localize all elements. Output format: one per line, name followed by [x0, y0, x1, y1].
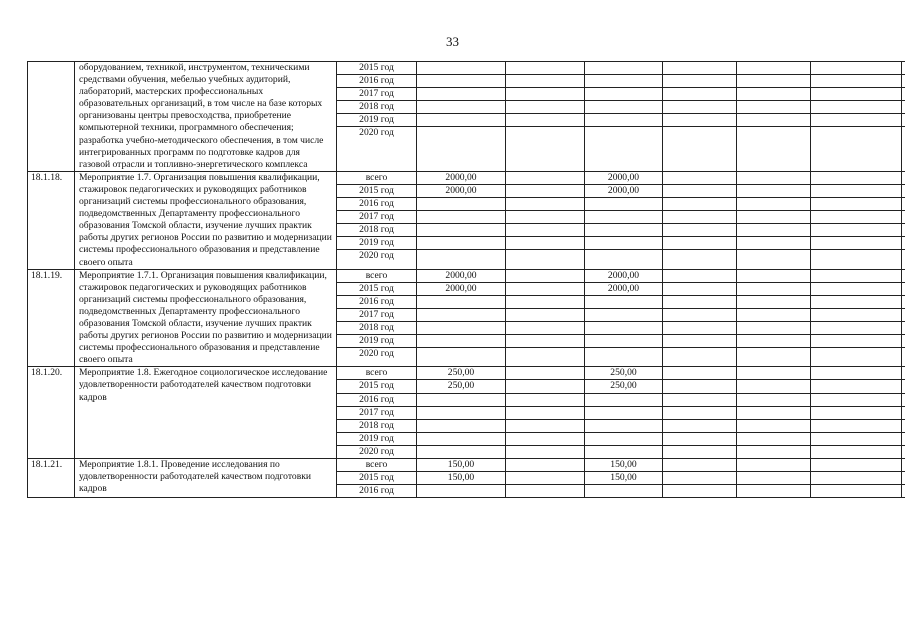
- empty-cell: [902, 62, 905, 75]
- empty-cell: [811, 184, 902, 197]
- empty-cell: [663, 445, 737, 458]
- empty-cell: [902, 114, 905, 127]
- program-activities-table: [27, 61, 905, 498]
- total-cell: [417, 406, 506, 419]
- total-cell: [417, 295, 506, 308]
- funding-cell-1: [506, 380, 585, 393]
- total-cell: [417, 432, 506, 445]
- funding-cell-1: [506, 432, 585, 445]
- funding-cell-1: [506, 237, 585, 250]
- empty-cell: [811, 406, 902, 419]
- empty-cell: [663, 101, 737, 114]
- total-cell: [417, 62, 506, 75]
- total-cell: 2000,00: [417, 269, 506, 282]
- table-row: [28, 171, 905, 184]
- funding-cell-2: [585, 308, 663, 321]
- empty-cell: [902, 198, 905, 211]
- funding-cell-2: [585, 211, 663, 224]
- empty-cell: [811, 101, 902, 114]
- empty-cell: [737, 198, 811, 211]
- period-cell: 2015 год: [337, 282, 417, 295]
- funding-cell-1: [506, 308, 585, 321]
- empty-cell: [663, 198, 737, 211]
- total-cell: [417, 335, 506, 348]
- period-cell: 2020 год: [337, 127, 417, 171]
- funding-cell-1: [506, 269, 585, 282]
- total-cell: [417, 445, 506, 458]
- funding-cell-1: [506, 406, 585, 419]
- empty-cell: [663, 308, 737, 321]
- funding-cell-1: [506, 321, 585, 334]
- funding-cell-2: [585, 432, 663, 445]
- empty-cell: [737, 419, 811, 432]
- empty-cell: [811, 88, 902, 101]
- total-cell: [417, 321, 506, 334]
- period-cell: 2016 год: [337, 75, 417, 88]
- funding-cell-2: [585, 237, 663, 250]
- empty-cell: [811, 367, 902, 380]
- empty-cell: [811, 224, 902, 237]
- total-cell: [417, 237, 506, 250]
- empty-cell: [737, 62, 811, 75]
- empty-cell: [663, 419, 737, 432]
- empty-cell: [902, 171, 905, 184]
- empty-cell: [737, 472, 811, 485]
- total-cell: 150,00: [417, 472, 506, 485]
- empty-cell: [902, 184, 905, 197]
- funding-cell-2: [585, 485, 663, 498]
- funding-cell-2: [585, 224, 663, 237]
- empty-cell: [663, 472, 737, 485]
- empty-cell: [737, 485, 811, 498]
- total-cell: 2000,00: [417, 282, 506, 295]
- empty-cell: [811, 321, 902, 334]
- period-cell: 2017 год: [337, 308, 417, 321]
- total-cell: [417, 250, 506, 269]
- total-cell: [417, 127, 506, 171]
- funding-cell-2: [585, 295, 663, 308]
- funding-cell-1: [506, 88, 585, 101]
- empty-cell: [811, 62, 902, 75]
- empty-cell: [902, 472, 905, 485]
- period-cell: 2018 год: [337, 419, 417, 432]
- funding-cell-1: [506, 184, 585, 197]
- empty-cell: [663, 393, 737, 406]
- period-cell: 2015 год: [337, 380, 417, 393]
- empty-cell: [737, 184, 811, 197]
- total-cell: 150,00: [417, 459, 506, 472]
- empty-cell: [902, 459, 905, 472]
- empty-cell: [811, 171, 902, 184]
- empty-cell: [737, 75, 811, 88]
- empty-cell: [811, 348, 902, 367]
- funding-cell-1: [506, 198, 585, 211]
- period-cell: всего: [337, 171, 417, 184]
- empty-cell: [811, 472, 902, 485]
- empty-cell: [902, 237, 905, 250]
- empty-cell: [902, 432, 905, 445]
- total-cell: [417, 308, 506, 321]
- empty-cell: [811, 250, 902, 269]
- total-cell: [417, 114, 506, 127]
- activity-description: Мероприятие 1.8.1. Проведение исследования по удовлетворенности работодателей качеством подготовки кадров: [75, 459, 337, 498]
- period-cell: 2020 год: [337, 445, 417, 458]
- empty-cell: [902, 269, 905, 282]
- total-cell: [417, 198, 506, 211]
- empty-cell: [737, 459, 811, 472]
- empty-cell: [902, 485, 905, 498]
- empty-cell: [811, 237, 902, 250]
- empty-cell: [737, 127, 811, 171]
- empty-cell: [811, 211, 902, 224]
- period-cell: 2019 год: [337, 335, 417, 348]
- period-cell: всего: [337, 459, 417, 472]
- funding-cell-2: [585, 62, 663, 75]
- funding-cell-2: [585, 101, 663, 114]
- funding-cell-1: [506, 485, 585, 498]
- empty-cell: [902, 348, 905, 367]
- period-cell: 2020 год: [337, 250, 417, 269]
- empty-cell: [902, 224, 905, 237]
- empty-cell: [811, 127, 902, 171]
- empty-cell: [902, 406, 905, 419]
- funding-cell-1: [506, 472, 585, 485]
- empty-cell: [663, 114, 737, 127]
- empty-cell: [663, 367, 737, 380]
- empty-cell: [737, 335, 811, 348]
- funding-cell-1: [506, 250, 585, 269]
- empty-cell: [737, 432, 811, 445]
- empty-cell: [902, 367, 905, 380]
- empty-cell: [811, 393, 902, 406]
- empty-cell: [737, 250, 811, 269]
- funding-cell-2: [585, 445, 663, 458]
- funding-cell-1: [506, 101, 585, 114]
- period-cell: 2016 год: [337, 393, 417, 406]
- empty-cell: [811, 335, 902, 348]
- funding-cell-2: 250,00: [585, 380, 663, 393]
- total-cell: 2000,00: [417, 184, 506, 197]
- empty-cell: [902, 393, 905, 406]
- empty-cell: [811, 432, 902, 445]
- activity-description: Мероприятие 1.7.1. Организация повышения квалификации, стажировок педагогических и руководящих работников организаций системы профессионального образования, подведомственных Департаменту профессионального образования Томской области, изучение лучших практик работы других регионов России по развитию и модернизации системы профессионального образования и представление своего опыта: [75, 269, 337, 367]
- funding-cell-1: [506, 282, 585, 295]
- empty-cell: [737, 171, 811, 184]
- empty-cell: [811, 485, 902, 498]
- period-cell: всего: [337, 269, 417, 282]
- funding-cell-2: 150,00: [585, 459, 663, 472]
- table-row: [28, 269, 905, 282]
- period-cell: 2016 год: [337, 198, 417, 211]
- funding-cell-2: [585, 406, 663, 419]
- funding-cell-1: [506, 114, 585, 127]
- funding-cell-2: [585, 250, 663, 269]
- period-cell: 2015 год: [337, 184, 417, 197]
- activity-description: Мероприятие 1.8. Ежегодное социологическое исследование удовлетворенности работодателей качеством подготовки кадров: [75, 367, 337, 459]
- period-cell: 2017 год: [337, 88, 417, 101]
- empty-cell: [663, 184, 737, 197]
- period-cell: 2016 год: [337, 485, 417, 498]
- table-row: [28, 62, 905, 75]
- funding-cell-1: [506, 127, 585, 171]
- funding-cell-1: [506, 335, 585, 348]
- total-cell: [417, 75, 506, 88]
- empty-cell: [663, 88, 737, 101]
- empty-cell: [737, 308, 811, 321]
- funding-cell-2: [585, 88, 663, 101]
- empty-cell: [737, 114, 811, 127]
- total-cell: [417, 101, 506, 114]
- empty-cell: [902, 335, 905, 348]
- empty-cell: [811, 308, 902, 321]
- funding-cell-1: [506, 393, 585, 406]
- empty-cell: [663, 485, 737, 498]
- period-cell: 2018 год: [337, 321, 417, 334]
- total-cell: [417, 224, 506, 237]
- empty-cell: [663, 171, 737, 184]
- total-cell: [417, 393, 506, 406]
- empty-cell: [902, 211, 905, 224]
- empty-cell: [902, 250, 905, 269]
- page-number: 33: [446, 34, 459, 49]
- total-cell: [417, 88, 506, 101]
- activity-code: 18.1.20.: [28, 367, 75, 459]
- activity-description: оборудованием, техникой, инструментом, техническими средствами обучения, мебелью учебных аудиторий, лабораторий, мастерских профессиональных образовательных организаций, в том числе на базе которых организованы центры превосходства, приобретение компьютерной техники, программного обеспечения; разработка учебно-методического обеспечения, в том числе интегрированных программ по подготовке кадров для газовой отрасли и топливно-энергетического комплекса: [75, 62, 337, 172]
- empty-cell: [811, 295, 902, 308]
- funding-cell-2: [585, 127, 663, 171]
- empty-cell: [663, 459, 737, 472]
- empty-cell: [902, 88, 905, 101]
- total-cell: [417, 348, 506, 367]
- funding-cell-2: 2000,00: [585, 184, 663, 197]
- empty-cell: [902, 308, 905, 321]
- empty-cell: [663, 75, 737, 88]
- empty-cell: [737, 269, 811, 282]
- empty-cell: [737, 367, 811, 380]
- empty-cell: [737, 393, 811, 406]
- total-cell: [417, 211, 506, 224]
- period-cell: 2016 год: [337, 295, 417, 308]
- period-cell: 2017 год: [337, 406, 417, 419]
- empty-cell: [811, 282, 902, 295]
- period-cell: 2017 год: [337, 211, 417, 224]
- period-cell: 2020 год: [337, 348, 417, 367]
- empty-cell: [737, 101, 811, 114]
- funding-cell-2: [585, 198, 663, 211]
- funding-cell-2: 2000,00: [585, 282, 663, 295]
- empty-cell: [811, 459, 902, 472]
- empty-cell: [663, 295, 737, 308]
- empty-cell: [737, 88, 811, 101]
- empty-cell: [902, 419, 905, 432]
- empty-cell: [663, 127, 737, 171]
- empty-cell: [737, 321, 811, 334]
- funding-cell-2: [585, 321, 663, 334]
- empty-cell: [663, 224, 737, 237]
- table-row: [28, 459, 905, 472]
- funding-cell-1: [506, 348, 585, 367]
- funding-cell-1: [506, 62, 585, 75]
- total-cell: [417, 419, 506, 432]
- empty-cell: [663, 282, 737, 295]
- period-cell: 2015 год: [337, 62, 417, 75]
- funding-cell-1: [506, 419, 585, 432]
- empty-cell: [902, 380, 905, 393]
- empty-cell: [663, 269, 737, 282]
- empty-cell: [737, 282, 811, 295]
- funding-cell-2: 2000,00: [585, 269, 663, 282]
- funding-cell-1: [506, 224, 585, 237]
- funding-cell-2: 2000,00: [585, 171, 663, 184]
- empty-cell: [663, 432, 737, 445]
- period-cell: 2018 год: [337, 101, 417, 114]
- empty-cell: [902, 282, 905, 295]
- empty-cell: [737, 295, 811, 308]
- funding-cell-1: [506, 459, 585, 472]
- funding-cell-1: [506, 171, 585, 184]
- funding-cell-2: [585, 348, 663, 367]
- empty-cell: [902, 101, 905, 114]
- empty-cell: [737, 224, 811, 237]
- activity-code: 18.1.21.: [28, 459, 75, 498]
- empty-cell: [811, 75, 902, 88]
- empty-cell: [737, 211, 811, 224]
- empty-cell: [663, 211, 737, 224]
- total-cell: 2000,00: [417, 171, 506, 184]
- empty-cell: [663, 406, 737, 419]
- empty-cell: [737, 237, 811, 250]
- funding-cell-2: [585, 114, 663, 127]
- period-cell: 2019 год: [337, 432, 417, 445]
- empty-cell: [811, 198, 902, 211]
- empty-cell: [663, 321, 737, 334]
- table-row: [28, 367, 905, 380]
- funding-cell-2: [585, 419, 663, 432]
- empty-cell: [811, 445, 902, 458]
- activity-code: 18.1.18.: [28, 171, 75, 269]
- funding-cell-1: [506, 445, 585, 458]
- empty-cell: [663, 237, 737, 250]
- empty-cell: [902, 321, 905, 334]
- empty-cell: [811, 114, 902, 127]
- empty-cell: [663, 380, 737, 393]
- empty-cell: [663, 62, 737, 75]
- total-cell: 250,00: [417, 367, 506, 380]
- period-cell: 2019 год: [337, 237, 417, 250]
- empty-cell: [902, 445, 905, 458]
- empty-cell: [737, 348, 811, 367]
- funding-cell-2: 150,00: [585, 472, 663, 485]
- empty-cell: [737, 406, 811, 419]
- empty-cell: [663, 348, 737, 367]
- empty-cell: [902, 295, 905, 308]
- empty-cell: [811, 419, 902, 432]
- funding-cell-1: [506, 75, 585, 88]
- total-cell: 250,00: [417, 380, 506, 393]
- funding-cell-1: [506, 295, 585, 308]
- total-cell: [417, 485, 506, 498]
- empty-cell: [737, 380, 811, 393]
- empty-cell: [902, 75, 905, 88]
- funding-cell-1: [506, 367, 585, 380]
- funding-cell-2: [585, 335, 663, 348]
- activity-description: Мероприятие 1.7. Организация повышения квалификации, стажировок педагогических и руководящих работников организаций системы профессионального образования, подведомственных Департаменту профессионального образования Томской области, изучение лучших практик работы других регионов России по развитию и модернизации системы профессионального образования и представление своего опыта: [75, 171, 337, 269]
- period-cell: 2015 год: [337, 472, 417, 485]
- empty-cell: [663, 250, 737, 269]
- funding-cell-2: [585, 393, 663, 406]
- empty-cell: [737, 445, 811, 458]
- period-cell: всего: [337, 367, 417, 380]
- empty-cell: [663, 335, 737, 348]
- empty-cell: [902, 127, 905, 171]
- funding-cell-2: [585, 75, 663, 88]
- funding-cell-1: [506, 211, 585, 224]
- empty-cell: [811, 269, 902, 282]
- funding-cell-2: 250,00: [585, 367, 663, 380]
- empty-cell: [811, 380, 902, 393]
- table-body: [28, 62, 905, 498]
- activity-code: 18.1.19.: [28, 269, 75, 367]
- period-cell: 2018 год: [337, 224, 417, 237]
- period-cell: 2019 год: [337, 114, 417, 127]
- activity-code: [28, 62, 75, 172]
